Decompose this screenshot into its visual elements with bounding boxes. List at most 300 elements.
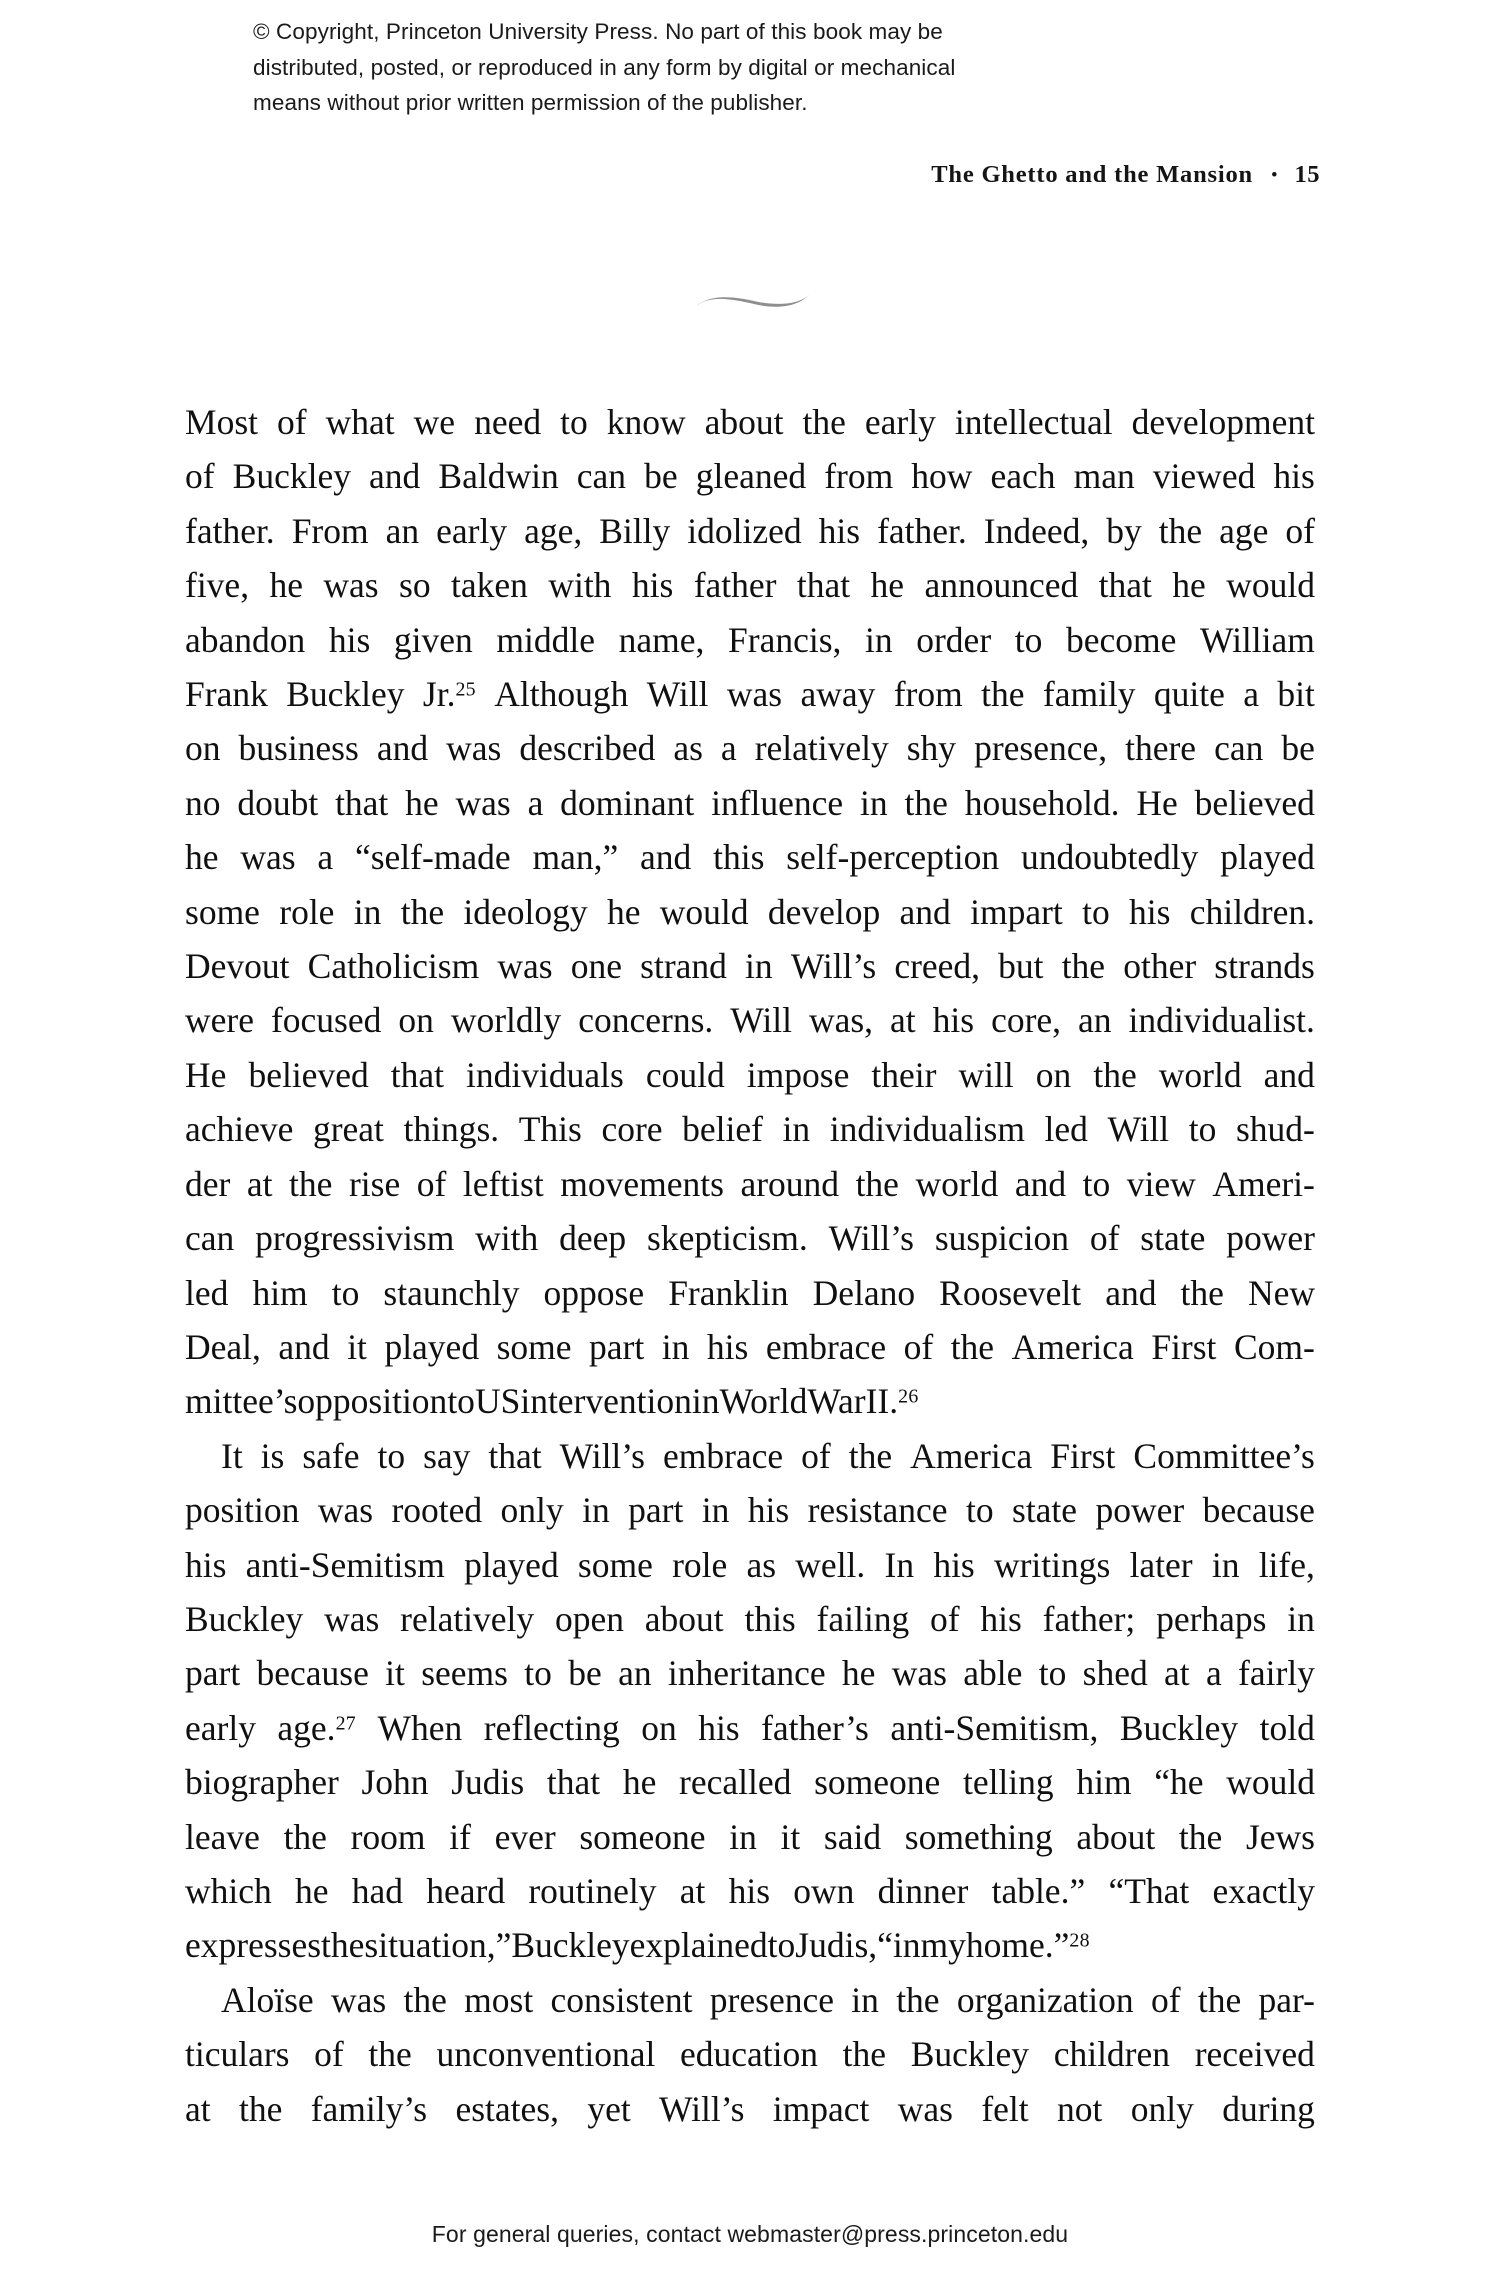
word: told: [1259, 1707, 1315, 1748]
word: First: [1151, 1326, 1217, 1367]
word: would: [1226, 565, 1315, 606]
paragraph-2: [185, 1429, 1315, 1973]
word: that: [390, 1054, 444, 1095]
word: of: [185, 456, 215, 497]
word: during: [1222, 2088, 1315, 2129]
word: yet: [587, 2088, 631, 2129]
text-line: [185, 667, 1315, 721]
word: was: [240, 837, 296, 878]
word: viewed: [1152, 456, 1256, 497]
word: of: [416, 1163, 447, 1204]
word: part: [628, 1490, 684, 1531]
text-line: [185, 1810, 1315, 1864]
word: that: [1098, 565, 1152, 606]
bullet-separator-icon: •: [1270, 165, 1279, 186]
word: dinner: [877, 1870, 969, 1911]
word: to: [1082, 1163, 1111, 1204]
word: announced: [924, 565, 1079, 606]
word: Will’s: [559, 1435, 645, 1476]
text-line: [185, 613, 1315, 667]
word: will: [958, 1054, 1014, 1095]
word: later: [1129, 1544, 1193, 1585]
word: his: [1129, 891, 1171, 932]
word: to: [560, 402, 588, 442]
word: Committee’s: [1133, 1435, 1315, 1476]
word: this: [713, 837, 765, 878]
text-line: [185, 2027, 1315, 2081]
word: was: [323, 565, 379, 606]
word: the: [403, 1979, 447, 2020]
word: the: [238, 2088, 283, 2129]
word: early: [864, 402, 936, 442]
word: ever: [494, 1816, 556, 1857]
word: was,: [808, 1000, 874, 1041]
text-line: [185, 721, 1315, 775]
footnote-marker: 26: [898, 1385, 919, 1408]
footnote-marker: 27: [335, 1712, 357, 1735]
word: other: [1123, 946, 1197, 987]
word: was: [497, 946, 553, 987]
word: rooted: [391, 1490, 483, 1531]
word: power: [1226, 1218, 1315, 1259]
word: Buckley: [1119, 1707, 1239, 1748]
word: Buckley: [511, 1925, 630, 1966]
word: about: [1076, 1816, 1156, 1857]
word: routinely: [528, 1870, 657, 1911]
word: the: [904, 782, 948, 823]
word: unconventional: [436, 2034, 656, 2075]
text-line: [185, 449, 1315, 503]
word: we: [413, 402, 456, 442]
word: shud-: [1235, 1109, 1315, 1150]
word: Ameri-: [1212, 1163, 1315, 1204]
word: because: [256, 1653, 369, 1694]
word: father.: [185, 510, 275, 551]
word: was: [330, 1979, 387, 2020]
word: John: [361, 1762, 429, 1803]
word: his: [728, 1870, 771, 1911]
word: He: [185, 1054, 227, 1095]
word: resistance: [807, 1490, 948, 1531]
word: world: [915, 1163, 999, 1204]
word: embrace: [662, 1435, 784, 1476]
word: one: [570, 946, 622, 987]
word: age: [1219, 510, 1269, 551]
word: relatively: [400, 1598, 535, 1639]
text-line: [185, 2082, 1315, 2136]
word: view: [1126, 1163, 1196, 1204]
word: creed,: [894, 946, 981, 987]
word: as: [746, 1544, 777, 1585]
word: fairly: [1238, 1653, 1315, 1694]
word: something: [904, 1816, 1053, 1857]
word: strand: [640, 946, 727, 987]
word: can: [576, 456, 627, 497]
word: great: [312, 1109, 384, 1150]
word: was: [446, 728, 502, 769]
word: opposition: [297, 1381, 448, 1422]
word: of: [1285, 510, 1315, 551]
word: played: [1220, 837, 1315, 878]
text-line: [185, 776, 1315, 830]
word: at: [679, 1870, 706, 1911]
word: From: [291, 510, 369, 551]
word: anti-Semitism: [245, 1544, 445, 1585]
word: seems: [421, 1653, 508, 1694]
word: movements: [560, 1163, 724, 1204]
text-line: [185, 993, 1315, 1047]
word: influence: [711, 782, 844, 823]
word: self-perception: [786, 837, 1000, 878]
word: that: [546, 1762, 601, 1803]
word: deep: [559, 1218, 627, 1259]
text-line: [185, 1918, 1315, 1972]
word: felt: [981, 2088, 1029, 2129]
text-line: [185, 1973, 1315, 2027]
word: progressivism: [255, 1218, 455, 1259]
word: of: [801, 1435, 831, 1476]
word: core: [601, 1109, 663, 1150]
text-line: [185, 1483, 1315, 1537]
word: First: [1050, 1435, 1116, 1476]
word: undoubtedly: [1020, 837, 1199, 878]
text-line: [185, 504, 1315, 558]
word: him: [1076, 1762, 1132, 1803]
word: and: [278, 1326, 330, 1367]
word: be: [568, 1653, 602, 1694]
word: so: [399, 565, 431, 606]
word: the: [1197, 1979, 1242, 2020]
text-line: [185, 1701, 1315, 1755]
word: America: [910, 1435, 1033, 1476]
word: reflecting: [483, 1707, 620, 1748]
word: him: [252, 1272, 308, 1313]
word: an: [618, 1653, 652, 1694]
word: father’s: [761, 1707, 869, 1748]
word: Buckley: [185, 1598, 304, 1639]
word: Will: [730, 1000, 792, 1041]
word: Will’s: [790, 946, 877, 987]
word: it: [780, 1816, 801, 1857]
word: be: [644, 456, 678, 497]
word: an: [385, 510, 420, 551]
word: belief: [682, 1109, 763, 1150]
word: on: [185, 728, 221, 769]
word: in: [745, 946, 773, 987]
word: Jr.$^{25}$: [422, 674, 476, 715]
word: my: [920, 1925, 966, 1966]
word: part: [589, 1326, 645, 1367]
word: there: [1125, 728, 1197, 769]
text-line: [185, 1320, 1315, 1374]
word: taken: [451, 565, 528, 606]
word: know: [606, 402, 686, 442]
word: shy: [906, 728, 957, 769]
word: each: [990, 456, 1056, 497]
word: of: [903, 1326, 934, 1367]
word: Aloïse: [221, 1979, 314, 2020]
word: in: [865, 619, 893, 660]
word: to: [377, 1435, 406, 1476]
word: Com-: [1233, 1326, 1315, 1367]
word: presence: [709, 1979, 834, 2020]
word: on: [1035, 1054, 1072, 1095]
word: was: [455, 782, 511, 823]
word: When: [377, 1707, 463, 1748]
word: intervention: [520, 1381, 692, 1422]
word: the: [981, 674, 1025, 715]
word: is: [260, 1435, 285, 1476]
word: in: [691, 1381, 720, 1422]
word: This: [518, 1109, 582, 1150]
word: his: [631, 565, 674, 606]
word: led: [185, 1272, 229, 1313]
word: table.”: [991, 1870, 1086, 1911]
word: par-: [1258, 1979, 1315, 2020]
word: world: [1158, 1054, 1242, 1095]
word: focused: [270, 1000, 382, 1041]
word: bit: [1277, 674, 1315, 715]
word: situation,”: [364, 1925, 512, 1966]
word: the: [855, 1163, 899, 1204]
word: New: [1247, 1272, 1315, 1313]
word: strands: [1214, 946, 1315, 987]
word: five,: [185, 565, 250, 606]
word: explained: [629, 1925, 768, 1966]
word: his: [185, 1544, 227, 1585]
word: position: [185, 1490, 300, 1531]
word: it: [385, 1653, 405, 1694]
word: their: [871, 1054, 937, 1095]
word: someone: [579, 1816, 706, 1857]
word: of: [1150, 1979, 1181, 2020]
word: education: [680, 2034, 818, 2075]
footnote-marker: 28: [1069, 1930, 1090, 1953]
word: he: [622, 1762, 657, 1803]
word: things.: [403, 1109, 500, 1150]
word: man,”: [532, 837, 619, 878]
word: family’s: [310, 2088, 428, 2129]
copyright-notice: [253, 14, 1263, 121]
word: no: [185, 782, 221, 823]
footnote-marker: 25: [455, 678, 476, 701]
word: open: [554, 1598, 624, 1639]
word: as: [673, 728, 703, 769]
word: can: [185, 1218, 235, 1259]
word: expresses: [185, 1925, 322, 1966]
word: telling: [962, 1762, 1054, 1803]
word: someone: [814, 1762, 941, 1803]
word: only: [1130, 2088, 1194, 2129]
word: at: [890, 1000, 916, 1041]
word: said: [823, 1816, 882, 1857]
word: would: [1226, 1762, 1315, 1803]
word: leave: [185, 1816, 260, 1857]
word: estates,: [455, 2088, 559, 2129]
word: at: [185, 2088, 211, 2129]
word: that: [796, 565, 851, 606]
word: the: [283, 1816, 327, 1857]
text-line: [185, 1211, 1315, 1265]
word: a: [317, 837, 334, 878]
word: his: [706, 1326, 749, 1367]
word: believed: [1194, 782, 1315, 823]
word: some: [577, 1544, 653, 1585]
word: in: [1211, 1544, 1240, 1585]
word: develop: [767, 891, 881, 932]
copyright-notice-line-1: © Copyright, Princeton University Press. No part of this book may be: [253, 19, 943, 44]
word: children: [1053, 2034, 1171, 2075]
word: heard: [426, 1870, 506, 1911]
word: state: [1140, 1218, 1206, 1259]
word: in: [860, 782, 888, 823]
text-line: [185, 1646, 1315, 1700]
word: could: [645, 1054, 725, 1095]
word: shed: [1082, 1653, 1148, 1694]
word: inheritance: [667, 1653, 826, 1694]
word: he: [1172, 565, 1206, 606]
word: the: [1093, 1054, 1137, 1095]
word: his: [747, 1490, 790, 1531]
word: was: [891, 1653, 947, 1694]
copyright-notice-line-2: distributed, posted, or reproduced in any form by digital or mechanical: [253, 54, 956, 80]
word: he: [269, 565, 303, 606]
word: was: [324, 1598, 380, 1639]
word: power: [1095, 1490, 1185, 1531]
word: William: [1199, 619, 1315, 660]
word: Billy: [599, 510, 671, 551]
word: this: [744, 1598, 796, 1639]
word: his: [932, 1000, 975, 1041]
word: a: [527, 782, 544, 823]
word: ideology: [463, 891, 588, 932]
word: about: [704, 402, 784, 442]
word: doubt: [237, 782, 319, 823]
word: role: [672, 1544, 728, 1585]
word: the: [289, 1163, 333, 1204]
word: to: [965, 1490, 994, 1531]
word: father.: [877, 510, 967, 551]
word: early: [185, 1707, 256, 1748]
word: der: [185, 1163, 231, 1204]
word: be: [1281, 728, 1315, 769]
word: exactly: [1212, 1870, 1315, 1911]
word: “That: [1108, 1870, 1190, 1911]
word: Jews: [1245, 1816, 1315, 1857]
word: in: [701, 1490, 730, 1531]
word: his: [328, 619, 371, 660]
word: led: [1044, 1109, 1088, 1150]
word: America: [1011, 1326, 1134, 1367]
text-line: [185, 1538, 1315, 1592]
body-text: [185, 395, 1315, 2136]
word: say: [423, 1435, 471, 1476]
word: he: [841, 1653, 876, 1694]
word: an: [1078, 1000, 1112, 1041]
word: abandon: [185, 619, 306, 660]
word: Will: [646, 674, 709, 715]
running-head: [0, 160, 1320, 191]
copyright-notice-line-3: means without prior written permission of the publisher.: [253, 90, 808, 115]
word: Baldwin: [438, 456, 559, 497]
word: a: [720, 728, 737, 769]
word: individualism: [829, 1109, 1025, 1150]
word: become: [1065, 619, 1177, 660]
word: to: [1038, 1653, 1067, 1694]
word: to: [1082, 891, 1110, 932]
word: early: [436, 510, 508, 551]
word: he: [870, 565, 905, 606]
word: of: [277, 402, 307, 442]
word: his: [933, 1544, 975, 1585]
word: intellectual: [954, 402, 1113, 442]
word: business: [238, 728, 359, 769]
word: impose: [746, 1054, 850, 1095]
word: family: [1042, 674, 1136, 715]
word: and: [376, 728, 429, 769]
word: “self-made: [354, 837, 511, 878]
word: impact: [772, 2088, 870, 2129]
word: in: [582, 1490, 610, 1531]
word: life,: [1258, 1544, 1315, 1585]
word: presence,: [974, 728, 1108, 769]
word: part: [185, 1653, 241, 1694]
word: to: [767, 1925, 796, 1966]
word: the: [896, 1979, 940, 2020]
word: Deal,: [185, 1326, 261, 1367]
word: safe: [302, 1435, 360, 1476]
word: able: [963, 1653, 1023, 1694]
word: the: [1180, 1272, 1224, 1313]
word: but: [998, 946, 1044, 987]
word: worldly: [450, 1000, 562, 1041]
word: failing: [816, 1598, 910, 1639]
word: with: [548, 565, 612, 606]
word: to: [447, 1381, 475, 1422]
word: his: [1273, 456, 1315, 497]
word: Will’s: [828, 1218, 914, 1259]
text-line: [185, 1102, 1315, 1156]
word: his: [818, 510, 861, 551]
word: the: [321, 1925, 365, 1966]
word: with: [475, 1218, 539, 1259]
word: played: [384, 1326, 480, 1367]
word: gleaned: [695, 456, 807, 497]
word: described: [519, 728, 656, 769]
word: at: [246, 1163, 273, 1204]
word: he: [185, 837, 219, 878]
word: from: [824, 456, 894, 497]
word: and: [1105, 1272, 1157, 1313]
word: the: [368, 2034, 412, 2075]
word: it: [347, 1326, 367, 1367]
word: Indeed,: [983, 510, 1090, 551]
word: skepticism.: [647, 1218, 808, 1259]
word: and: [1014, 1163, 1067, 1204]
word: he: [405, 782, 439, 823]
word: II.$^{26}$: [865, 1381, 919, 1422]
word: quite: [1153, 674, 1225, 715]
word: of: [930, 1598, 960, 1639]
word: received: [1194, 2034, 1315, 2075]
word: US: [474, 1381, 521, 1422]
word: need: [474, 402, 542, 442]
word: Judis,: [795, 1925, 878, 1966]
word: on: [398, 1000, 434, 1041]
word: of: [1089, 1218, 1120, 1259]
word: the: [1178, 1816, 1223, 1857]
word: can: [1214, 728, 1264, 769]
